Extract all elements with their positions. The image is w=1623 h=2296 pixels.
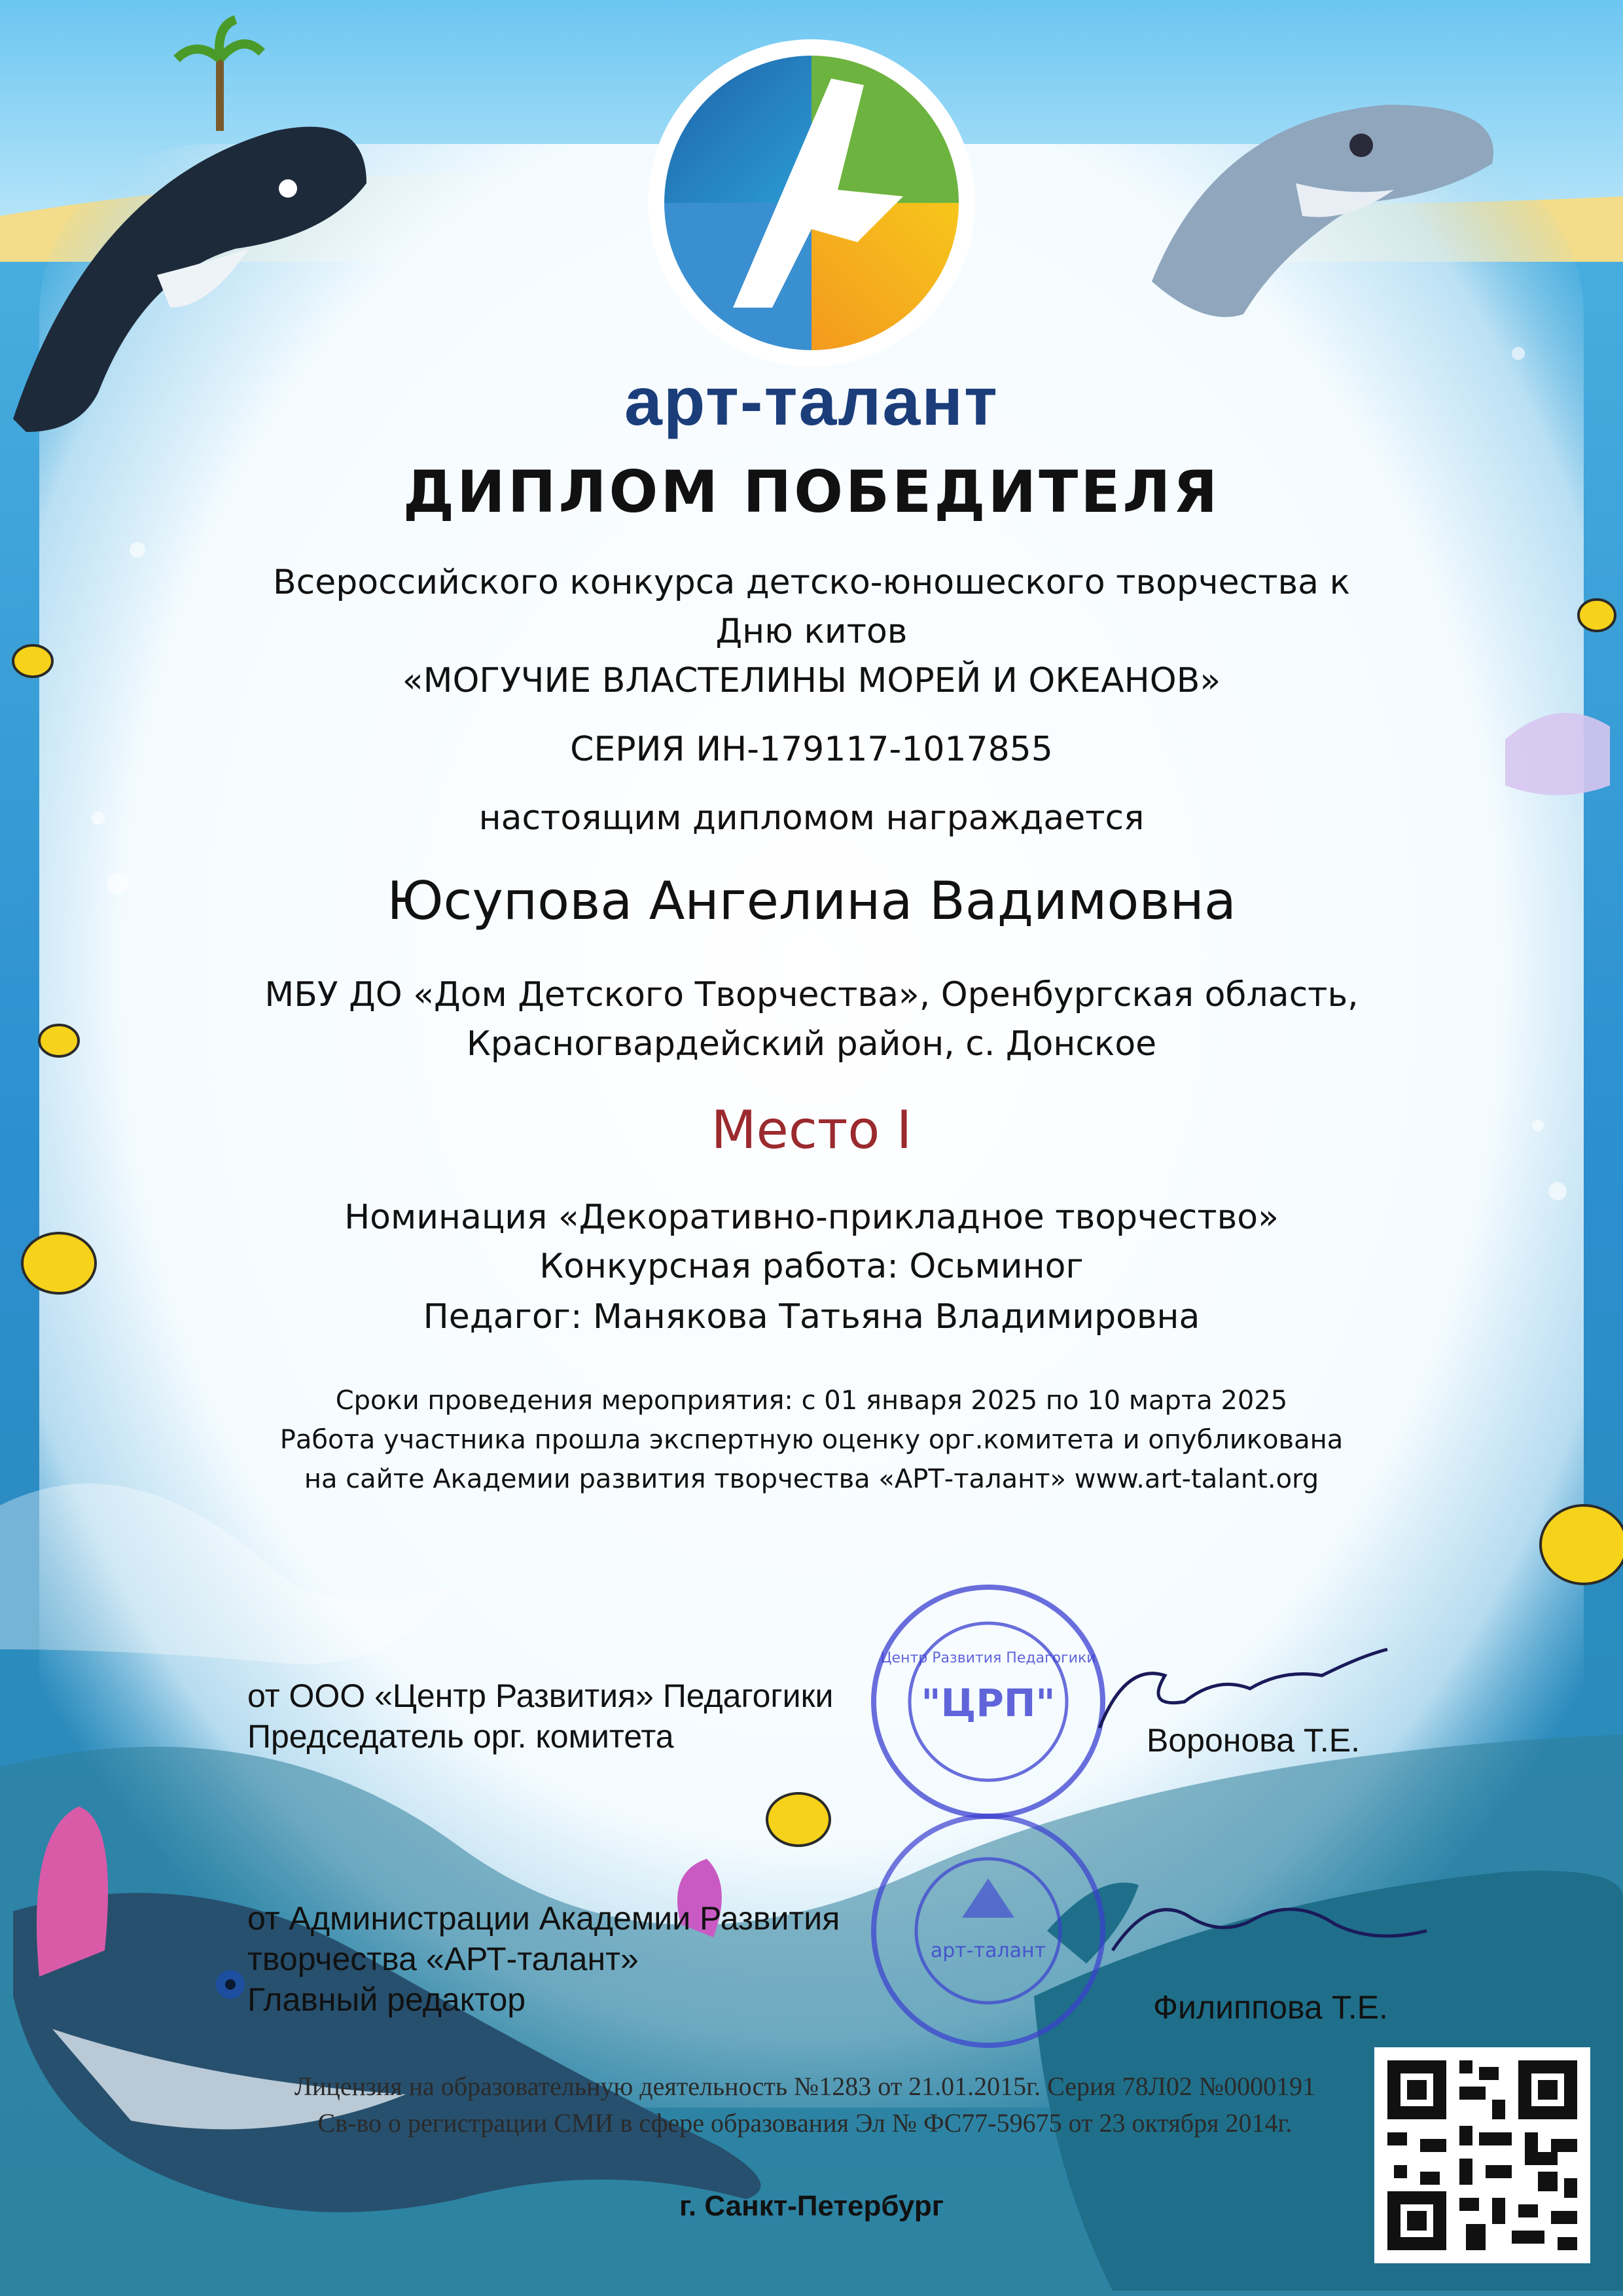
signature-block-2 — [247, 1898, 840, 2020]
signature-2-line-1: от Администрации Академии Развития — [247, 1900, 840, 1937]
license-block — [236, 2068, 1374, 2142]
review-line-2: на сайте Академии развития творчества «АРТ-талант» www.art-talant.org — [304, 1464, 1319, 1494]
winner-name: Юсупова Ангелина Вадимовна — [387, 870, 1236, 931]
signature-2-handwriting-icon — [1099, 1872, 1440, 1977]
license-line-2: Св-во о регистрации СМИ в сфере образования Эл № ФС77-59675 от 23 октября 2014г. — [317, 2108, 1293, 2138]
signature-2-name: Филиппова Т.Е. — [1153, 1989, 1388, 2026]
crp-stamp-icon — [864, 1577, 1113, 1826]
diploma-title: ДИПЛОМ ПОБЕДИТЕЛЯ — [402, 458, 1221, 526]
contest-name: «МОГУЧИЕ ВЛАСТЕЛИНЫ МОРЕЙ И ОКЕАНОВ» — [402, 661, 1221, 700]
signature-1-handwriting-icon — [1086, 1636, 1400, 1754]
contest-work: Конкурсная работа: Осьминог — [539, 1247, 1084, 1286]
art-talant-stamp-icon — [864, 1806, 1113, 2055]
signature-1-name: Воронова Т.Е. — [1147, 1722, 1361, 1759]
teacher: Педагог: Манякова Татьяна Владимировна — [423, 1297, 1200, 1336]
place-award: Место I — [711, 1100, 912, 1160]
nomination: Номинация «Декоративно-прикладное творчество» — [344, 1198, 1279, 1237]
contest-line-1: Всероссийского конкурса детско-юношеского творчества к — [273, 563, 1350, 602]
review-line-1: Работа участника прошла экспертную оценку орг.комитета и опубликована — [279, 1425, 1344, 1455]
signature-2-line-3: Главный редактор — [247, 1981, 526, 2018]
license-line-1: Лицензия на образовательную деятельность №1283 от 21.01.2015г. Серия 78Л02 №0000191 — [294, 2072, 1316, 2101]
stamp-center-text: "ЦРП" — [921, 1681, 1056, 1725]
contest-line-2: Дню китов — [715, 612, 908, 651]
signature-1-line-1: от ООО «Центр Развития» Педагогики — [247, 1677, 834, 1714]
logo-text: арт-талант — [624, 364, 999, 440]
signature-1-line-2: Председатель орг. комитета — [247, 1718, 674, 1755]
event-dates: Сроки проведения мероприятия: с 01 января 2025 по 10 марта 2025 — [335, 1386, 1288, 1416]
series-number: СЕРИЯ ИН-179117-1017855 — [570, 730, 1053, 769]
organization-line-2: Красногвардейский район, с. Донское — [466, 1024, 1157, 1064]
art-talant-logo-icon — [641, 33, 982, 373]
stamp-logo-text: арт-талант — [930, 1939, 1046, 1962]
qr-code-icon — [1374, 2047, 1590, 2263]
organization-line-1: МБУ ДО «Дом Детского Творчества», Оренбургская область, — [264, 975, 1359, 1014]
signature-block-1 — [247, 1676, 833, 1757]
stamp-ring-text: Центр Развития Педагогики — [880, 1650, 1096, 1666]
signature-2-line-2: творчества «АРТ-талант» — [247, 1941, 639, 1977]
awarded-text: настоящим дипломом награждается — [478, 798, 1145, 838]
city: г. Санкт-Петербург — [679, 2190, 944, 2222]
